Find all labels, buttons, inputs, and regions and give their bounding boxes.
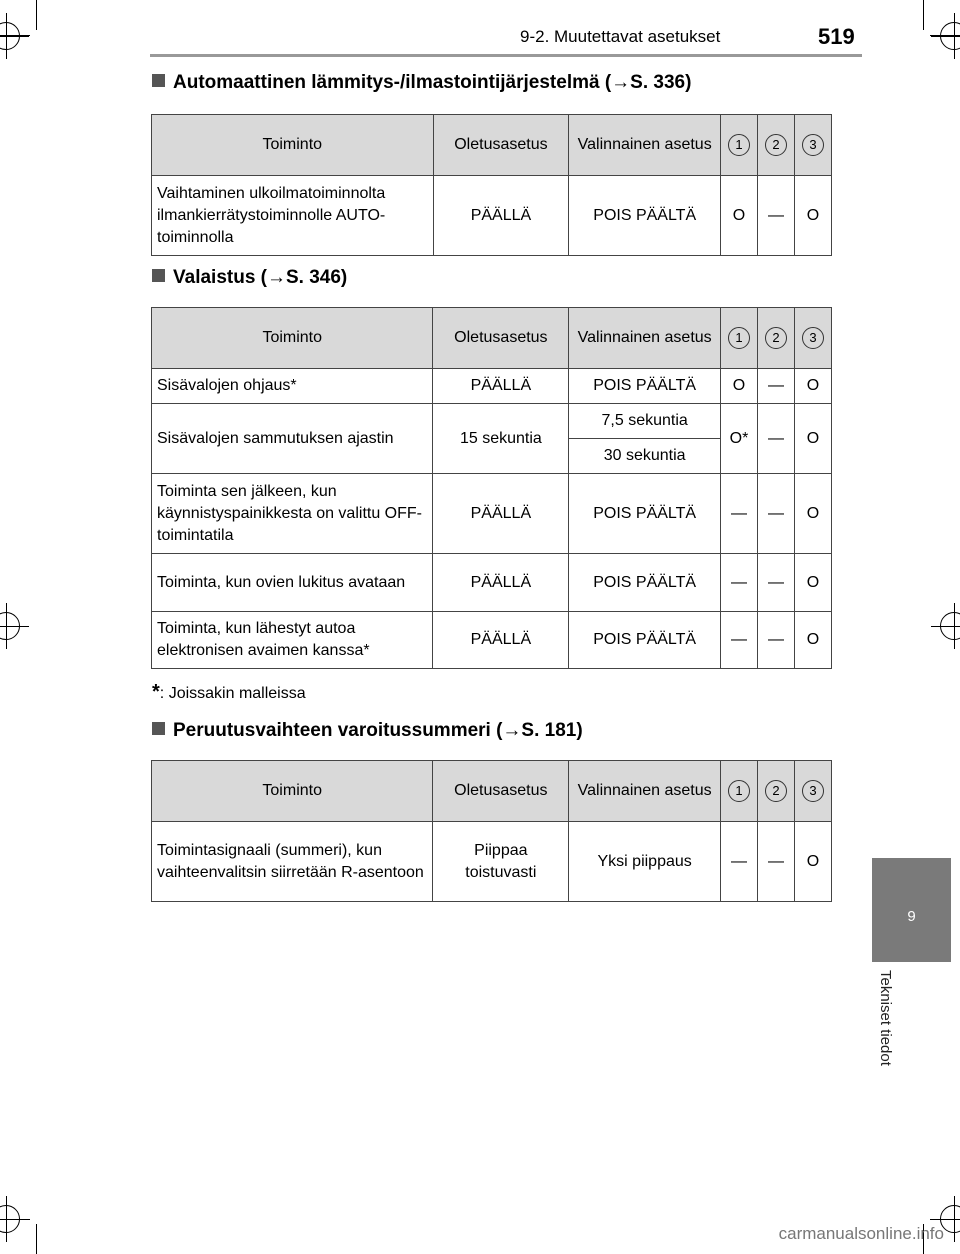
- page-number: 519: [818, 24, 855, 49]
- registration-mark-icon: [940, 612, 960, 640]
- col-header-1: [721, 115, 758, 176]
- cell-mark: O: [721, 369, 758, 404]
- cell-mark: O: [794, 369, 831, 404]
- circled-number: 2: [765, 134, 787, 156]
- col-header-function: Toiminto: [152, 761, 433, 822]
- cell-mark: O*: [721, 404, 758, 474]
- cell-mark: —: [721, 822, 758, 902]
- table-row: [152, 554, 832, 612]
- cell-default: PÄÄLLÄ: [433, 474, 569, 554]
- table-header-row: [152, 308, 832, 369]
- cell-mark: —: [721, 612, 758, 669]
- square-bullet-icon: [152, 722, 165, 735]
- cell-option: 7,5 sekuntia: [569, 404, 721, 439]
- footnote-text: : Joissakin malleissa: [159, 685, 306, 702]
- circled-number: 1: [728, 327, 750, 349]
- cell-mark: O: [794, 474, 831, 554]
- cell-default: 15 sekuntia: [433, 404, 569, 474]
- col-header-2: [757, 308, 794, 369]
- section-heading: [152, 72, 691, 94]
- cell-mark: —: [721, 554, 758, 612]
- col-header-2: [758, 761, 795, 822]
- footnote: [152, 681, 306, 704]
- cell-mark: —: [757, 554, 794, 612]
- table-row: [152, 404, 832, 439]
- col-header-3: [794, 308, 831, 369]
- cell-mark: —: [757, 404, 794, 474]
- cell-mark: O: [794, 404, 831, 474]
- registration-mark-icon: [940, 22, 960, 50]
- cell-mark: —: [758, 176, 795, 256]
- cell-mark: —: [721, 474, 758, 554]
- cell-function: Sisävalojen sammutuksen ajastin: [152, 404, 433, 474]
- heading-text: Peruutusvaihteen varoitussummeri (→S. 181): [173, 720, 583, 741]
- section-heading: [152, 267, 347, 289]
- col-header-default: Oletusasetus: [433, 308, 569, 369]
- cell-mark: O: [794, 554, 831, 612]
- settings-table: [151, 114, 832, 256]
- circled-number: 2: [765, 780, 787, 802]
- cell-default: PÄÄLLÄ: [433, 176, 569, 256]
- crop-mark: [36, 0, 37, 30]
- circled-number: 3: [802, 134, 824, 156]
- table-header-row: [152, 115, 832, 176]
- table-row: [152, 474, 832, 554]
- cell-function: Vaihtaminen ulkoilmatoiminnolta ilmankierrätystoiminnolle AUTO-toiminnolla: [152, 176, 434, 256]
- cell-mark: —: [757, 474, 794, 554]
- col-header-1: [721, 761, 758, 822]
- cell-option: POIS PÄÄLTÄ: [569, 612, 721, 669]
- col-header-default: Oletusasetus: [433, 115, 569, 176]
- col-header-function: Toiminto: [152, 308, 433, 369]
- watermark: carmanualsonline.info: [778, 1224, 944, 1243]
- cell-option: POIS PÄÄLTÄ: [569, 554, 721, 612]
- col-header-2: [758, 115, 795, 176]
- cell-mark: O: [721, 176, 758, 256]
- col-header-function: Toiminto: [152, 115, 434, 176]
- cell-function: Toiminta, kun lähestyt autoa elektronisen avaimen kanssa*: [152, 612, 433, 669]
- settings-table: [151, 307, 832, 669]
- registration-mark-icon: [0, 1205, 20, 1233]
- cell-mark: O: [795, 822, 832, 902]
- circled-number: 1: [728, 134, 750, 156]
- cell-function: Toiminta, kun ovien lukitus avataan: [152, 554, 433, 612]
- col-header-3: [794, 115, 831, 176]
- header-divider: [150, 54, 862, 57]
- section-heading: [152, 720, 583, 742]
- crop-mark: [36, 1224, 37, 1254]
- table-row: [152, 612, 832, 669]
- square-bullet-icon: [152, 74, 165, 87]
- cell-default: PÄÄLLÄ: [433, 369, 569, 404]
- circled-number: 3: [802, 327, 824, 349]
- cell-option: POIS PÄÄLTÄ: [569, 474, 721, 554]
- cell-function: Toimintasignaali (summeri), kun vaihteenvalitsin siirretään R-asentoon: [152, 822, 433, 902]
- table-row: [152, 822, 832, 902]
- table-header-row: [152, 761, 832, 822]
- cell-mark: —: [757, 612, 794, 669]
- crop-mark: [923, 0, 924, 30]
- heading-text: Valaistus (→S. 346): [173, 267, 348, 288]
- table-row: [152, 369, 832, 404]
- circled-number: 1: [728, 780, 750, 802]
- cell-option: Yksi piippaus: [569, 822, 721, 902]
- cell-option: POIS PÄÄLTÄ: [569, 176, 721, 256]
- col-header-option: Valinnainen asetus: [569, 115, 721, 176]
- heading-text: Automaattinen lämmitys-/ilmastointijärjestelmä (→S. 336): [173, 72, 692, 93]
- square-bullet-icon: [152, 269, 165, 282]
- cell-default: PÄÄLLÄ: [433, 554, 569, 612]
- col-header-default: Oletusasetus: [433, 761, 569, 822]
- chapter-label-container: [860, 970, 908, 1100]
- cell-function: Sisävalojen ohjaus*: [152, 369, 433, 404]
- circled-number: 2: [765, 327, 787, 349]
- settings-table: [151, 760, 832, 902]
- cell-mark: O: [794, 176, 831, 256]
- cell-mark: —: [757, 369, 794, 404]
- cell-mark: —: [758, 822, 795, 902]
- cell-option: 30 sekuntia: [569, 439, 721, 474]
- cell-option: POIS PÄÄLTÄ: [569, 369, 721, 404]
- col-header-option: Valinnainen asetus: [569, 308, 721, 369]
- section-title: 9-2. Muutettavat asetukset: [520, 27, 721, 46]
- chapter-tab: [872, 858, 951, 962]
- col-header-3: [795, 761, 832, 822]
- chapter-label: Tekniset tiedot: [877, 970, 894, 1066]
- registration-mark-icon: [0, 612, 20, 640]
- table-row: [152, 176, 832, 256]
- registration-mark-icon: [0, 22, 20, 50]
- cell-function: Toiminta sen jälkeen, kun käynnistyspainikkesta on valittu OFF-toimintatila: [152, 474, 433, 554]
- cell-default: PÄÄLLÄ: [433, 612, 569, 669]
- col-header-1: [721, 308, 758, 369]
- cell-default: Piippaa toistuvasti: [433, 822, 569, 902]
- col-header-option: Valinnainen asetus: [569, 761, 721, 822]
- circled-number: 3: [802, 780, 824, 802]
- cell-mark: O: [794, 612, 831, 669]
- chapter-number: 9: [907, 908, 916, 925]
- footnote-mark: *: [152, 681, 160, 703]
